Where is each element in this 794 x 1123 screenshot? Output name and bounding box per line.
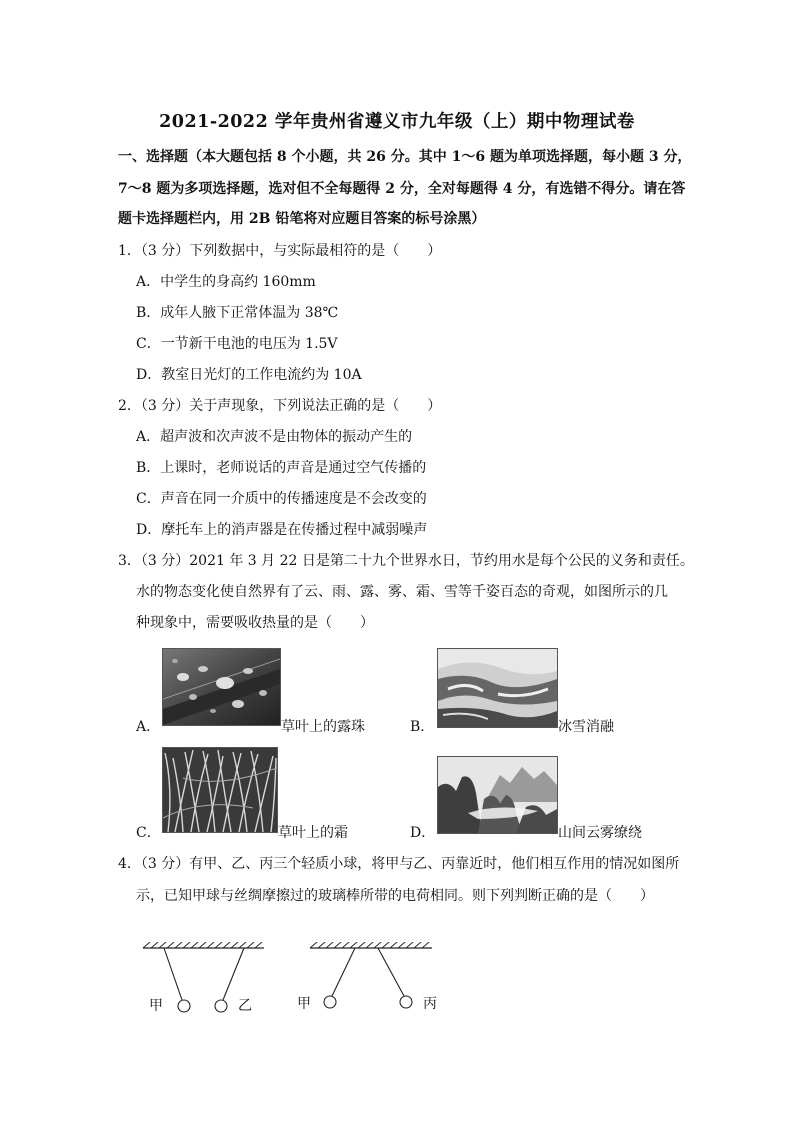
q2-option-b: B．上课时，老师说话的声音是通过空气传播的 — [136, 460, 427, 476]
q1-option-b: B．成年人腋下正常体温为 38℃ — [136, 305, 339, 321]
section-instructions-line3: 题卡选择题栏内，用 2B 铅笔将对应题目答案的标号涂黑） — [118, 211, 486, 227]
q3-option-b-letter: B． — [410, 719, 435, 735]
q3-option-b-caption: 冰雪消融 — [558, 719, 614, 735]
ball-bing-label: 丙 — [423, 996, 437, 1012]
mountain-mist-photo — [437, 756, 558, 834]
q3-option-a-letter: A． — [136, 719, 161, 735]
frost-on-grass-photo — [162, 747, 278, 833]
q2-option-d: D．摩托车上的消声器是在传播过程中减弱噪声 — [136, 522, 428, 538]
q2-option-c: C．声音在同一介质中的传播速度是不会改变的 — [136, 491, 427, 507]
charged-balls-figure — [140, 942, 460, 1022]
q4-stem-line2: 示，已知甲球与丝绸摩擦过的玻璃棒所带的电荷相同。则下列判断正确的是（ ） — [136, 888, 654, 904]
q1-stem: 1．（3 分）下列数据中，与实际最相符的是（ ） — [118, 243, 442, 259]
section-instructions-line1: 一、选择题（本大题包括 8 个小题，共 26 分。其中 1～6 题为单项选择题，每小题 3 分， — [118, 149, 692, 165]
q3-stem-line3: 种现象中，需要吸收热量的是（ ） — [136, 615, 374, 631]
q4-stem-line1: 4．（3 分）有甲、乙、丙三个轻质小球，将甲与乙、丙靠近时，他们相互作用的情况如图所 — [118, 856, 680, 872]
ball-jia-label-left: 甲 — [149, 998, 163, 1014]
q3-stem-line2: 水的物态变化使自然界有了云、雨、露、雾、霜、雪等千姿百态的奇观，如图所示的几 — [136, 584, 668, 600]
ball-jia-label-right: 甲 — [297, 996, 311, 1012]
q3-option-d-letter: D． — [410, 825, 436, 841]
q3-stem-line1: 3．（3 分）2021 年 3 月 22 日是第二十九个世界水日，节约用水是每个公民的义务和责任。 — [118, 553, 694, 569]
q1-option-a: A．中学生的身高约 160mm — [136, 274, 316, 290]
melting-snow-photo — [437, 648, 558, 728]
q2-stem: 2．（3 分）关于声现象，下列说法正确的是（ ） — [118, 398, 442, 414]
q1-option-c: C．一节新干电池的电压为 1.5V — [136, 336, 338, 352]
q3-option-a-caption: 草叶上的露珠 — [281, 719, 365, 735]
q1-option-d: D．教室日光灯的工作电流约为 10A — [136, 367, 362, 383]
section-instructions-line2: 7～8 题为多项选择题，选对但不全每题得 2 分，全对每题得 4 分，有选错不得分。请在答 — [118, 181, 686, 197]
q3-option-d-caption: 山间云雾缭绕 — [558, 825, 642, 841]
q2-option-a: A．超声波和次声波不是由物体的振动产生的 — [136, 429, 413, 445]
page-title: 2021-2022 学年贵州省遵义市九年级（上）期中物理试卷 — [159, 112, 635, 132]
q3-option-c-letter: C． — [136, 825, 161, 841]
ball-yi-label: 乙 — [238, 998, 252, 1014]
dewdrops-photo — [162, 648, 281, 726]
q3-option-c-caption: 草叶上的霜 — [278, 825, 348, 841]
